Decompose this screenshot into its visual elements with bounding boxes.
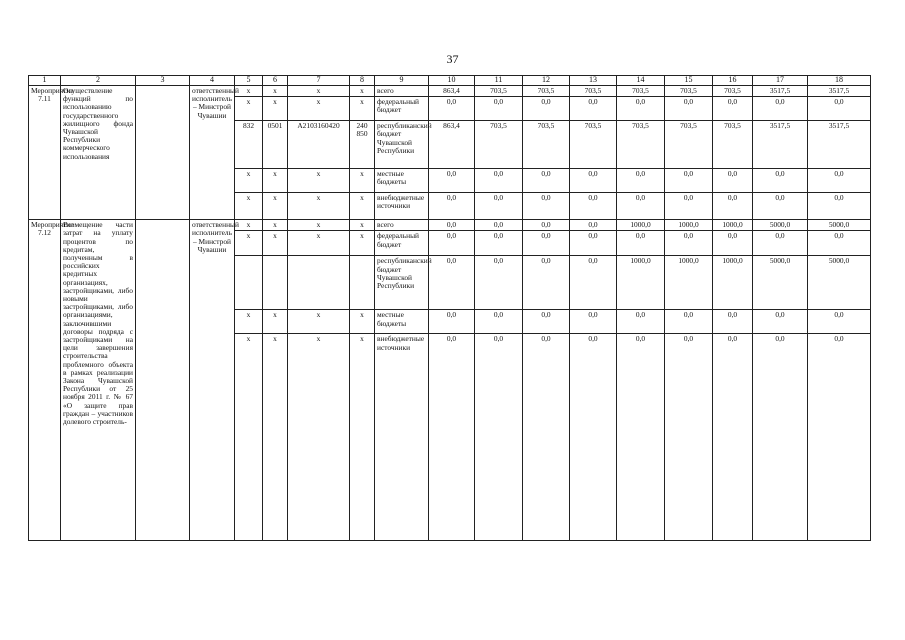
expense-type-code: 240 850 (350, 121, 375, 169)
ministry-code: x (235, 334, 263, 541)
funding-amount: 0,0 (429, 256, 475, 310)
expense-type-code: x (350, 193, 375, 220)
section-code: x (263, 86, 288, 97)
target-article-code: x (288, 334, 350, 541)
funding-amount: 0,0 (523, 220, 570, 231)
funding-source: местные бюджеты (375, 310, 429, 334)
funding-amount: 0,0 (617, 231, 665, 256)
section-code: x (263, 193, 288, 220)
column-number: 3 (136, 76, 190, 86)
column-number: 9 (375, 76, 429, 86)
funding-amount: 0,0 (570, 256, 617, 310)
funding-amount: 863,4 (429, 86, 475, 97)
funding-amount: 0,0 (570, 97, 617, 121)
target-article-code: x (288, 193, 350, 220)
ministry-code: x (235, 169, 263, 193)
section-code: x (263, 334, 288, 541)
table-row (29, 86, 871, 97)
funding-amount: 0,0 (523, 97, 570, 121)
funding-amount: 0,0 (570, 310, 617, 334)
budget-table (28, 75, 871, 541)
funding-amount: 0,0 (475, 231, 523, 256)
funding-amount: 0,0 (665, 97, 713, 121)
measure-name: Возмещение части затрат на уплату процентов по кредитам, полученным в российских кредитных организациях, застройщиками, либо новыми застройщиками, либо организациями, заключившими договоры подряда с застройщиками на цели завершения строительства проблемного объекта в рамках реализации Закона Чувашской Республики от 25 ноября 2011 г. № 67 «О защите прав граждан – участников долевого строитель- (61, 220, 136, 541)
target-article-code: x (288, 220, 350, 231)
funding-source: внебюджетные источники (375, 334, 429, 541)
funding-amount: 0,0 (523, 231, 570, 256)
funding-amount: 0,0 (475, 310, 523, 334)
expense-type-code: x (350, 220, 375, 231)
funding-amount: 0,0 (808, 310, 871, 334)
funding-amount: 0,0 (617, 310, 665, 334)
column-number: 2 (61, 76, 136, 86)
column-number: 5 (235, 76, 263, 86)
funding-amount: 0,0 (429, 97, 475, 121)
funding-amount: 0,0 (753, 169, 808, 193)
funding-amount: 703,5 (475, 86, 523, 97)
column-number-row (29, 76, 871, 86)
target-article-code: x (288, 310, 350, 334)
funding-amount: 0,0 (713, 231, 753, 256)
funding-amount: 0,0 (617, 193, 665, 220)
ministry-code: x (235, 86, 263, 97)
measure-code: Мероприятие 7.11 (29, 86, 61, 220)
ministry-code: x (235, 231, 263, 256)
funding-amount: 0,0 (570, 169, 617, 193)
funding-amount: 0,0 (753, 310, 808, 334)
column-number: 13 (570, 76, 617, 86)
section-code: x (263, 220, 288, 231)
section-code: 0501 (263, 121, 288, 169)
target-article-code (288, 256, 350, 310)
funding-source: внебюджетные источники (375, 193, 429, 220)
ministry-code: 832 (235, 121, 263, 169)
funding-amount: 0,0 (523, 310, 570, 334)
funding-amount: 0,0 (713, 169, 753, 193)
funding-amount: 703,5 (617, 86, 665, 97)
funding-amount: 3517,5 (808, 86, 871, 97)
funding-source: федеральный бюджет (375, 97, 429, 121)
funding-amount: 0,0 (713, 97, 753, 121)
expense-type-code (350, 256, 375, 310)
funding-amount: 0,0 (475, 334, 523, 541)
funding-amount: 0,0 (665, 310, 713, 334)
funding-amount: 0,0 (475, 256, 523, 310)
funding-amount: 703,5 (665, 86, 713, 97)
funding-amount: 703,5 (570, 86, 617, 97)
funding-amount: 703,5 (713, 86, 753, 97)
column-number: 1 (29, 76, 61, 86)
expense-type-code: x (350, 169, 375, 193)
funding-amount: 1000,0 (665, 256, 713, 310)
expense-type-code: x (350, 310, 375, 334)
funding-amount: 703,5 (523, 121, 570, 169)
funding-amount: 703,5 (523, 86, 570, 97)
funding-amount: 0,0 (429, 334, 475, 541)
funding-amount: 0,0 (665, 169, 713, 193)
column-number: 8 (350, 76, 375, 86)
funding-amount: 3517,5 (753, 86, 808, 97)
column-number: 15 (665, 76, 713, 86)
section-code: x (263, 97, 288, 121)
funding-amount: 0,0 (570, 334, 617, 541)
funding-amount: 0,0 (808, 169, 871, 193)
funding-amount: 1000,0 (713, 256, 753, 310)
funding-amount: 0,0 (665, 334, 713, 541)
expense-type-code: x (350, 86, 375, 97)
section-code: x (263, 231, 288, 256)
funding-amount: 0,0 (523, 193, 570, 220)
ministry-code: x (235, 97, 263, 121)
funding-amount: 0,0 (713, 310, 753, 334)
section-code: x (263, 310, 288, 334)
funding-amount: 3517,5 (808, 121, 871, 169)
funding-amount: 0,0 (753, 97, 808, 121)
funding-amount: 0,0 (665, 231, 713, 256)
funding-amount: 0,0 (713, 334, 753, 541)
ministry-code (235, 256, 263, 310)
target-article-code: А2103160420 (288, 121, 350, 169)
expense-type-code: x (350, 97, 375, 121)
funding-amount: 703,5 (570, 121, 617, 169)
funding-amount: 5000,0 (753, 256, 808, 310)
target-article-code: x (288, 97, 350, 121)
funding-amount: 703,5 (665, 121, 713, 169)
funding-amount: 0,0 (429, 193, 475, 220)
ministry-code: x (235, 310, 263, 334)
responsible-executor: ответственный исполнитель – Минстрой Чувашии (190, 220, 235, 541)
funding-amount: 703,5 (617, 121, 665, 169)
section-code (263, 256, 288, 310)
funding-amount: 0,0 (570, 231, 617, 256)
funding-source: местные бюджеты (375, 169, 429, 193)
funding-amount: 0,0 (475, 220, 523, 231)
funding-amount: 0,0 (808, 193, 871, 220)
page-number: 37 (446, 52, 459, 66)
section-code: x (263, 169, 288, 193)
responsible-executor: ответственный исполнитель – Минстрой Чувашии (190, 86, 235, 220)
column-number: 17 (753, 76, 808, 86)
column-number: 16 (713, 76, 753, 86)
funding-amount: 5000,0 (753, 220, 808, 231)
ministry-code: x (235, 193, 263, 220)
column-number: 4 (190, 76, 235, 86)
goal-indicator-cell (136, 220, 190, 541)
ministry-code: x (235, 220, 263, 231)
funding-amount: 0,0 (523, 256, 570, 310)
funding-amount: 0,0 (475, 193, 523, 220)
funding-source: республиканский бюджет Чувашской Республики (375, 121, 429, 169)
funding-amount: 0,0 (808, 334, 871, 541)
funding-amount: 0,0 (475, 169, 523, 193)
funding-amount: 1000,0 (617, 256, 665, 310)
funding-amount: 0,0 (429, 169, 475, 193)
funding-amount: 5000,0 (808, 220, 871, 231)
funding-amount: 1000,0 (665, 220, 713, 231)
funding-amount: 5000,0 (808, 256, 871, 310)
funding-amount: 0,0 (429, 220, 475, 231)
funding-amount: 703,5 (713, 121, 753, 169)
funding-amount: 0,0 (808, 231, 871, 256)
column-number: 10 (429, 76, 475, 86)
funding-amount: 0,0 (570, 220, 617, 231)
funding-source: всего (375, 220, 429, 231)
funding-amount: 863,4 (429, 121, 475, 169)
funding-amount: 0,0 (617, 97, 665, 121)
column-number: 7 (288, 76, 350, 86)
funding-amount: 703,5 (475, 121, 523, 169)
funding-amount: 0,0 (570, 193, 617, 220)
funding-source: всего (375, 86, 429, 97)
column-number: 18 (808, 76, 871, 86)
funding-source: федеральный бюджет (375, 231, 429, 256)
funding-amount: 0,0 (713, 193, 753, 220)
expense-type-code: x (350, 334, 375, 541)
funding-amount: 0,0 (808, 97, 871, 121)
target-article-code: x (288, 231, 350, 256)
funding-amount: 0,0 (753, 193, 808, 220)
column-number: 12 (523, 76, 570, 86)
funding-amount: 0,0 (665, 193, 713, 220)
funding-amount: 0,0 (523, 334, 570, 541)
column-number: 14 (617, 76, 665, 86)
funding-amount: 3517,5 (753, 121, 808, 169)
funding-amount: 0,0 (429, 231, 475, 256)
column-number: 11 (475, 76, 523, 86)
measure-name: Осуществление функций по использованию государственного жилищного фонда Чувашской Республики коммерческого использования (61, 86, 136, 220)
table-row (29, 220, 871, 231)
target-article-code: x (288, 86, 350, 97)
goal-indicator-cell (136, 86, 190, 220)
funding-amount: 0,0 (617, 334, 665, 541)
funding-amount: 0,0 (523, 169, 570, 193)
column-number: 6 (263, 76, 288, 86)
funding-amount: 1000,0 (713, 220, 753, 231)
target-article-code: x (288, 169, 350, 193)
expense-type-code: x (350, 231, 375, 256)
funding-amount: 0,0 (753, 231, 808, 256)
funding-amount: 0,0 (617, 169, 665, 193)
funding-source: республиканский бюджет Чувашской Республики (375, 256, 429, 310)
measure-code: Мероприятие 7.12 (29, 220, 61, 541)
funding-amount: 1000,0 (617, 220, 665, 231)
funding-amount: 0,0 (753, 334, 808, 541)
funding-amount: 0,0 (475, 97, 523, 121)
funding-amount: 0,0 (429, 310, 475, 334)
